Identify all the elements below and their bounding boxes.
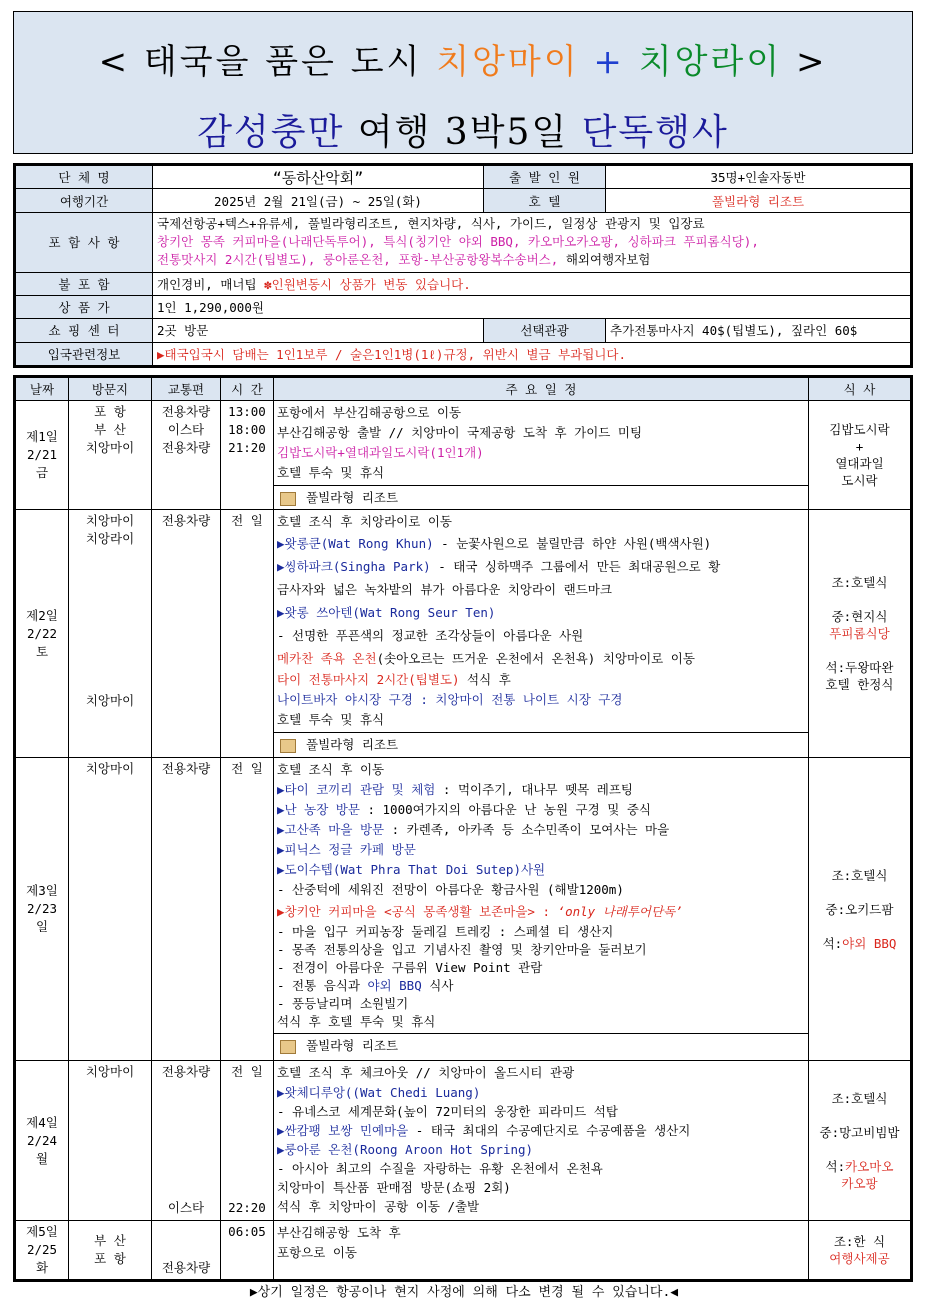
shop-label: 쇼 핑 센 터 xyxy=(15,319,153,342)
day4-meal-dinner-text2: 카오팡 xyxy=(841,1175,878,1191)
day2-label xyxy=(15,510,69,758)
day2-line1: 호텔 조식 후 치앙라이로 이동 xyxy=(277,514,453,529)
day2-line9: 나이트바자 야시장 구경 : 치앙마이 전통 나이트 시장 구경 xyxy=(277,692,623,707)
day3-line9: - 마을 입구 커피농장 둘레길 트레킹 : 스페셜 티 생산지 xyxy=(277,924,614,939)
day1-meal4: 도시락 xyxy=(841,473,878,488)
title-plus: + xyxy=(593,42,625,82)
day2-place2: 치앙라이 xyxy=(85,531,135,546)
day4-row xyxy=(15,1061,912,1221)
day3-line10: - 몽족 전통의상을 입고 기념사진 촬영 및 창키안마을 둘러보기 xyxy=(277,942,647,957)
day1-line1: 포항에서 부산김해공항으로 이동 xyxy=(277,405,462,420)
day4-time1: 전 일 xyxy=(231,1064,263,1079)
day2-meal-dinner-place: 호텔 한정식 xyxy=(825,677,894,692)
hotel-label: 호 텔 xyxy=(484,189,606,212)
day3-line11: - 전경이 아름다운 구름위 View Point 관람 xyxy=(277,960,543,975)
period-label: 여행기간 xyxy=(15,189,153,212)
shop-value: 2곳 방문 xyxy=(153,319,484,342)
day4-meal-dinner-text: 카오마오 xyxy=(845,1158,894,1174)
day2-line8b: 석식 후 xyxy=(459,672,511,687)
day4-line1: 호텔 조식 후 체크아웃 // 치앙마이 올드시티 관광 xyxy=(277,1065,575,1080)
incl-line2: 창키안 몽족 커피마을(나래단독투어), 특식(칭기안 야외 BBQ, 카오마오카오팡, 싱하파크 푸피롬식당), xyxy=(157,234,759,250)
day4-transport2: 이스타 xyxy=(167,1200,205,1215)
day1-place2: 부 산 xyxy=(94,422,126,437)
day3-line3b: : 1000여가지의 아름다운 난 농원 구경 및 중식 xyxy=(359,802,651,817)
day5-transport: 전용차량 xyxy=(152,1221,221,1281)
day4-plan xyxy=(274,1061,809,1221)
incl-line3a: 전통맛사지 2시간(팁별도), 룽아룬온천, 포항-부산공항왕복수송버스, xyxy=(157,252,559,268)
col-day: 날짜 xyxy=(15,377,69,401)
day2-meal-dinner: 석:두왕따완 xyxy=(825,660,894,675)
day4-line7: 치앙마이 특산품 판매점 방문(쇼핑 2회) xyxy=(277,1180,511,1195)
title-part1: 태국을 품은 도시 xyxy=(143,42,423,82)
day5-plan xyxy=(274,1221,809,1281)
day2-line8 xyxy=(277,670,805,690)
day1-place1: 포 항 xyxy=(94,404,126,419)
day3-line12b: 야외 BBQ xyxy=(367,978,422,993)
day2-line7 xyxy=(277,647,805,670)
hotel-value: 풀빌라형 리조트 xyxy=(606,189,912,212)
main-title xyxy=(14,34,912,83)
day2-meals xyxy=(809,510,912,758)
hotel-icon xyxy=(280,739,296,753)
day3-meal-lunch: 중:오키드팜 xyxy=(825,901,894,917)
day1-plan xyxy=(274,401,809,510)
entry-value: ▶태국입국시 담배는 1인1보루 / 술은1인1병(1ℓ)규정, 위반시 별금 부과됩니다. xyxy=(153,342,912,366)
day2-line3 xyxy=(277,555,805,578)
day1-hotel xyxy=(274,485,808,509)
day4-line4b: - 태국 최대의 수공예단지로 수공예품을 생산지 xyxy=(408,1123,691,1138)
day3-time: 전 일 xyxy=(221,758,274,1061)
excl-label: 불 포 함 xyxy=(15,272,153,295)
day2-line5: ▶왓롱 쓰아텐(Wat Rong Seur Ten) xyxy=(277,605,496,620)
day3-row xyxy=(15,758,912,1061)
day2-place3: 치앙마이 xyxy=(85,693,135,708)
day2-line2 xyxy=(277,532,805,555)
title-banner xyxy=(13,11,913,154)
day3-line2b: : 먹이주기, 대나무 뗏목 레프팅 xyxy=(435,782,633,797)
day2-line3a: ▶씽하파크(Singha Park) xyxy=(277,559,431,574)
subtitle-part2: 여행 3박5일 xyxy=(357,112,569,153)
day5-line1: 부산김해공항 도착 후 xyxy=(277,1225,401,1240)
day3-line5: ▶피닉스 정글 카페 방문 xyxy=(277,842,416,857)
day4-transports xyxy=(152,1061,221,1221)
day2-hotel-text: 풀빌라형 리조트 xyxy=(306,737,399,752)
day4-day: 제4일 xyxy=(26,1114,58,1130)
day3-line4 xyxy=(277,820,805,840)
day5-time: 06:05 xyxy=(221,1221,274,1281)
title-open-bracket: < xyxy=(98,42,131,82)
incl-line3 xyxy=(157,251,906,269)
day5-meals xyxy=(809,1221,912,1281)
day1-hotel-text: 풀빌라형 리조트 xyxy=(306,490,399,505)
day1-label xyxy=(15,401,69,510)
option-value: 추가전통마사지 40$(팁별도), 짚라인 60$ xyxy=(606,319,912,342)
day3-meal-breakfast: 조:호텔식 xyxy=(831,867,888,883)
col-time: 시 간 xyxy=(221,377,274,401)
day3-line2 xyxy=(277,780,805,800)
day2-line8a: 타이 전통마사지 2시간(팁별도) xyxy=(277,672,460,687)
day2-date: 2/22 xyxy=(26,625,58,641)
day5-meal-note: 여행사제공 xyxy=(829,1251,890,1266)
day5-date: 2/25 xyxy=(26,1242,58,1257)
day3-line8b: ‘only 나래투어단독’ xyxy=(557,904,683,919)
day5-dow: 화 xyxy=(35,1260,49,1275)
subtitle-part1: 감성충만 xyxy=(197,112,345,153)
schedule-table xyxy=(13,375,913,1282)
day4-date: 2/24 xyxy=(26,1132,58,1148)
day4-meal-dinner xyxy=(812,1158,907,1175)
day5-label xyxy=(15,1221,69,1281)
day4-line5: ▶룽아룬 온천(Roong Aroon Hot Spring) xyxy=(277,1142,534,1157)
day3-plan xyxy=(274,758,809,1061)
day4-transport1: 전용차량 xyxy=(161,1064,211,1079)
day2-line3b: - 태국 싱하맥주 그룹에서 만든 최대공원으로 황 xyxy=(430,559,721,574)
people-value: 35명+인솔자동반 xyxy=(606,165,912,189)
day2-line4: 금사자와 넓은 녹차밭의 뷰가 아름다운 치앙라이 랜드마크 xyxy=(277,582,612,597)
day3-line4b: : 카렌족, 아카족 등 소수민족이 모여사는 마을 xyxy=(384,822,670,837)
day3-line12 xyxy=(277,977,805,995)
day4-dow: 월 xyxy=(35,1150,49,1166)
day3-line12a: - 전통 음식과 xyxy=(277,978,368,993)
option-label: 선택관광 xyxy=(484,319,606,342)
day2-meal-breakfast: 조:호텔식 xyxy=(831,575,888,590)
day1-meals xyxy=(809,401,912,510)
title-close-bracket: > xyxy=(795,42,828,82)
day4-line8: 석식 후 치앙마이 공항 이동 /출발 xyxy=(277,1199,480,1214)
day5-meal-breakfast: 조:한 식 xyxy=(833,1234,886,1249)
day5-place1: 부 산 xyxy=(94,1233,126,1248)
col-transport: 교통편 xyxy=(152,377,221,401)
day3-line4a: ▶고산족 마을 방문 xyxy=(277,822,385,837)
day5-places xyxy=(69,1221,152,1281)
incl-value xyxy=(153,212,912,272)
day3-line3a: ▶난 농장 방문 xyxy=(277,802,360,817)
day1-dow: 금 xyxy=(35,465,49,480)
day4-place: 치앙마이 xyxy=(69,1061,152,1221)
day3-place: 치앙마이 xyxy=(69,758,152,1061)
day1-transport3: 전용차량 xyxy=(161,440,211,455)
day3-transport: 전용차량 xyxy=(152,758,221,1061)
day1-line4: 호텔 투숙 및 휴식 xyxy=(277,465,385,480)
day1-transport2: 이스타 xyxy=(167,422,205,437)
day2-day: 제2일 xyxy=(26,607,58,623)
col-meal: 식 사 xyxy=(809,377,912,401)
day2-meal-lunch-place: 푸피롬식당 xyxy=(829,626,890,641)
day3-meals xyxy=(809,758,912,1061)
day4-meal-dinner-prefix: 석: xyxy=(825,1158,846,1174)
day3-hotel xyxy=(274,1033,808,1057)
day2-place1: 치앙마이 xyxy=(85,513,135,528)
day5-place2: 포 항 xyxy=(94,1251,126,1266)
day2-line7a: 메카찬 족욕 온천 xyxy=(277,651,377,666)
excl-value xyxy=(153,272,912,295)
day4-line4a: ▶싼캄팽 보쌍 민예마을 xyxy=(277,1123,409,1138)
day2-hotel xyxy=(274,732,808,756)
hotel-icon xyxy=(280,492,296,506)
day2-line7b: (솟아오르는 뜨거운 온천에서 온천욕) 치앙마이로 이동 xyxy=(376,651,695,666)
day3-line1: 호텔 조식 후 이동 xyxy=(277,762,385,777)
day3-line8 xyxy=(277,900,805,923)
title-city1: 치앙마이 xyxy=(436,42,580,82)
day3-line7: - 산중턱에 세워진 전망이 아름다운 황금사원 (해발1200m) xyxy=(277,882,624,897)
price-label: 상 품 가 xyxy=(15,295,153,318)
day1-time2: 18:00 xyxy=(228,422,266,437)
day3-day: 제3일 xyxy=(26,883,58,898)
day3-line14: 석식 후 호텔 투숙 및 휴식 xyxy=(277,1014,436,1029)
day3-label xyxy=(15,758,69,1061)
col-plan: 주 요 일 정 xyxy=(274,377,809,401)
incl-line1: 국제선항공+텍스+유류세, 풀빌라형리조트, 현지차량, 식사, 가이드, 일정상 관광지 및 입장료 xyxy=(157,216,705,232)
day1-places xyxy=(69,401,152,510)
day1-line2: 부산김해공항 출발 // 치앙마이 국제공항 도착 후 가이드 미팅 xyxy=(277,425,643,440)
day5-day: 제5일 xyxy=(26,1224,58,1239)
day1-transport1: 전용차량 xyxy=(161,404,211,419)
day1-time1: 13:00 xyxy=(228,404,266,419)
day2-line2a: ▶왓롱쿤(Wat Rong Khun) xyxy=(277,536,434,551)
day4-meals xyxy=(809,1061,912,1221)
day2-places xyxy=(69,510,152,758)
day4-line4 xyxy=(277,1121,805,1140)
incl-line3b: 해외여행자보험 xyxy=(565,252,651,268)
hotel-icon xyxy=(280,1040,296,1054)
day4-line3: - 유네스코 세계문화(높이 72미터의 웅장한 피라미드 석탑 xyxy=(277,1104,618,1119)
day1-meal3: 열대과일 xyxy=(835,456,884,471)
day3-line12c: 식사 xyxy=(421,978,454,993)
day4-label xyxy=(15,1061,69,1221)
day4-time2: 22:20 xyxy=(228,1200,266,1215)
day1-line3: 김밥도시락+열대과일도시락(1인1개) xyxy=(277,445,484,460)
excl-text: 개인경비, 매너팁 xyxy=(157,276,257,292)
day3-line8a: ▶창키안 커피마을 <공식 몽족생활 보존마을> : xyxy=(277,904,558,919)
day3-line6: ▶도이수텝(Wat Phra That Doi Sutep)사원 xyxy=(277,862,546,877)
day2-row xyxy=(15,510,912,758)
group-label: 단 체 명 xyxy=(15,165,153,189)
day1-meal2: + xyxy=(855,439,864,454)
day4-times xyxy=(221,1061,274,1221)
day2-transport: 전용차량 xyxy=(152,510,221,758)
day1-transports xyxy=(152,401,221,510)
day4-meal-lunch: 중:망고비빔밥 xyxy=(819,1124,900,1140)
day1-date: 2/21 xyxy=(26,447,58,462)
day3-line2a: ▶타이 코끼리 관람 및 체험 xyxy=(277,782,436,797)
day2-line2b: - 눈꽃사원으로 불릴만큼 하얀 사원(백색사원) xyxy=(433,536,712,551)
day3-date: 2/23 xyxy=(26,901,58,916)
day3-line3 xyxy=(277,800,805,820)
footer-note: ▶상기 일정은 항공이나 현지 사정에 의해 다소 변경 될 수 있습니다.◀ xyxy=(249,1285,679,1300)
day5-row xyxy=(15,1221,912,1281)
day4-meal-breakfast: 조:호텔식 xyxy=(831,1090,888,1106)
day2-plan xyxy=(274,510,809,758)
day1-row xyxy=(15,401,912,510)
subtitle-part3: 단독행사 xyxy=(581,112,729,153)
day3-meal-dinner-prefix: 석: xyxy=(822,935,843,951)
sub-title xyxy=(14,104,912,155)
day4-line6: - 아시아 최고의 수질을 자랑하는 유황 온천에서 온천욕 xyxy=(277,1161,603,1176)
incl-label: 포 함 사 항 xyxy=(15,212,153,272)
day2-time: 전 일 xyxy=(221,510,274,758)
day5-line2: 포항으로 이동 xyxy=(277,1245,357,1260)
day3-hotel-text: 풀빌라형 리조트 xyxy=(306,1038,399,1053)
day1-day: 제1일 xyxy=(26,429,58,444)
info-table xyxy=(13,163,913,368)
group-value: “동하산악회” xyxy=(153,165,484,189)
period-value: 2025년 2월 21일(금) ~ 25일(화) xyxy=(153,189,484,212)
day3-meal-dinner xyxy=(812,935,907,952)
price-value: 1인 1,290,000원 xyxy=(153,295,912,318)
people-label: 출 발 인 원 xyxy=(484,165,606,189)
excl-note: ✽인원변동시 상품가 변동 있습니다. xyxy=(264,276,471,292)
title-city2: 치앙라이 xyxy=(638,42,783,82)
day3-meal-dinner-text: 야외 BBQ xyxy=(842,935,897,951)
col-place: 방문지 xyxy=(69,377,152,401)
day1-times xyxy=(221,401,274,510)
entry-label: 입국관련정보 xyxy=(15,342,153,366)
day3-dow: 일 xyxy=(35,919,49,934)
day2-dow: 토 xyxy=(35,643,49,659)
day3-line13: - 풍등날리며 소원빌기 xyxy=(277,996,409,1011)
day1-place3: 치앙마이 xyxy=(85,440,135,455)
day1-time3: 21:20 xyxy=(228,440,266,455)
day4-line2: ▶왓체디루앙((Wat Chedi Luang) xyxy=(277,1085,481,1100)
day2-line6: - 선명한 푸픈색의 정교한 조각상들이 아름다운 사원 xyxy=(277,628,584,643)
day2-meal-lunch: 중:현지식 xyxy=(831,609,888,624)
day2-line10: 호텔 투숙 및 휴식 xyxy=(277,712,385,727)
day1-meal1: 김밥도시락 xyxy=(829,422,890,437)
